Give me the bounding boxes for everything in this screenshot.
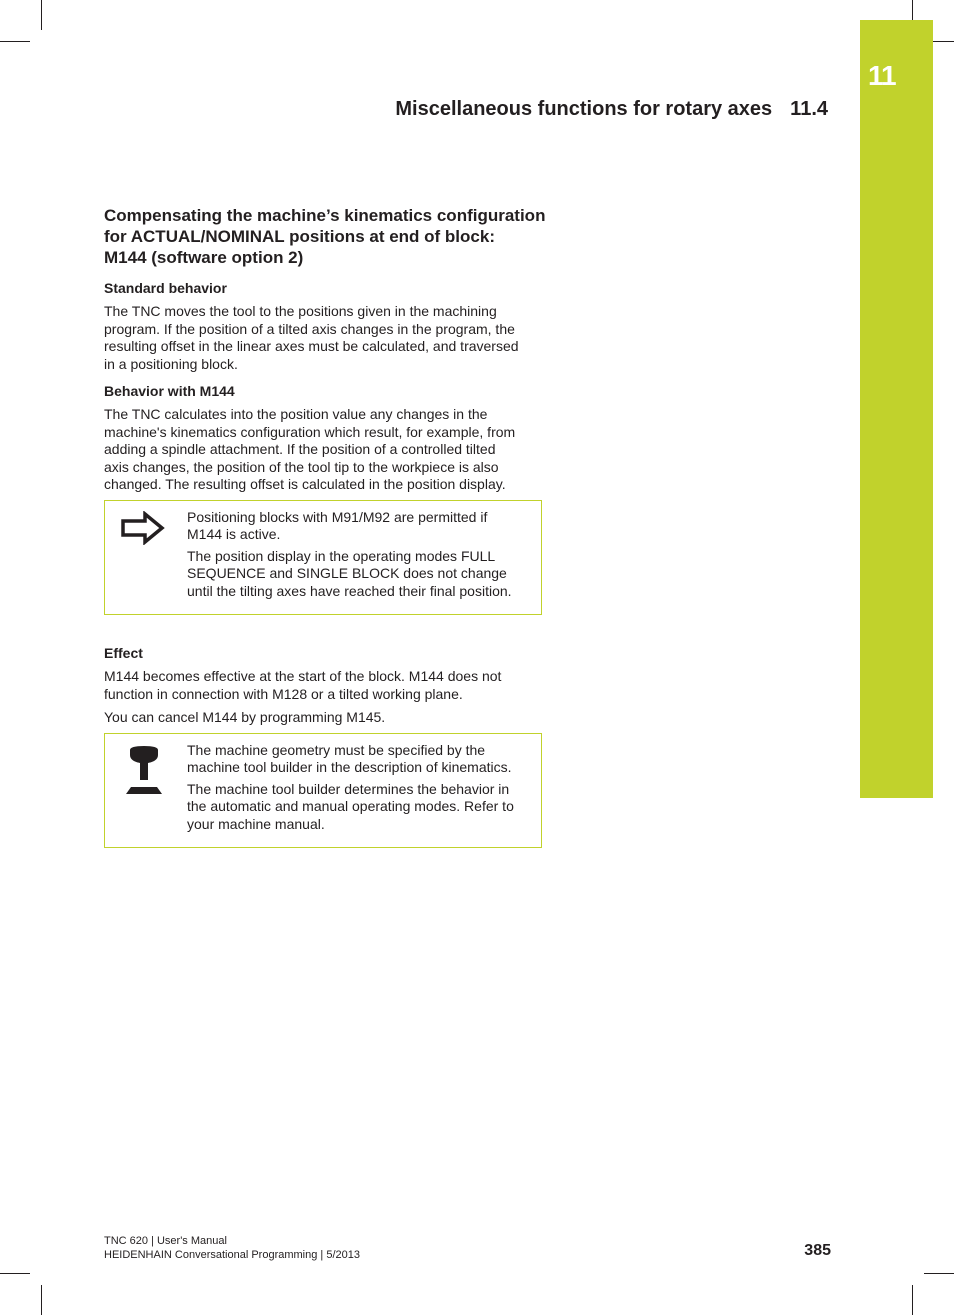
- chapter-tab: [860, 20, 933, 798]
- note-text: [187, 548, 531, 601]
- effect-heading: Effect: [104, 645, 143, 661]
- title-line: M144 (software option 2): [104, 248, 304, 267]
- text-line: The TNC calculates into the position value any changes in the: [104, 406, 488, 422]
- text-line: the automatic and manual operating modes. Refer to: [187, 798, 514, 814]
- text-line: machine tool builder in the description of kinematics.: [187, 759, 512, 775]
- effect-cancel-text: You can cancel M144 by programming M145.: [104, 709, 386, 725]
- header-section: 11.4: [790, 98, 828, 120]
- text-line: The machine geometry must be specified by the: [187, 741, 486, 758]
- crop-mark: [924, 1273, 954, 1274]
- header-title: Miscellaneous functions for rotary axes: [395, 98, 773, 120]
- chapter-number: 11: [868, 60, 896, 91]
- note-box: [104, 500, 542, 616]
- note-text: [187, 781, 531, 834]
- section-title: [104, 205, 574, 268]
- text-line: The TNC moves the tool to the positions given in the machining: [104, 303, 497, 319]
- text-line: M144 is active.: [187, 526, 281, 542]
- text-line: machine's kinematics configuration which result, for example, from: [104, 423, 516, 440]
- machine-note-box: [104, 733, 542, 849]
- crop-mark: [912, 1285, 913, 1315]
- text-line: adding a spindle attachment. If the position of a controlled tilted: [104, 441, 496, 457]
- title-line: Compensating the machine’s kinematics configuration: [104, 206, 546, 225]
- page-number: 385: [804, 1242, 831, 1259]
- text-line: resulting offset in the linear axes must be calculated, and traversed: [104, 338, 519, 354]
- crop-mark: [0, 1273, 30, 1274]
- footer-line: TNC 620 | User's Manual: [104, 1235, 227, 1247]
- note-text: [187, 509, 531, 544]
- text-line: your machine manual.: [187, 815, 325, 832]
- text-line: until the tilting axes have reached their final position.: [187, 582, 512, 599]
- crop-mark: [0, 41, 30, 42]
- running-header: [395, 98, 828, 121]
- arrow-right-icon: [121, 511, 165, 550]
- text-line: SEQUENCE and SINGLE BLOCK does not change: [187, 565, 507, 581]
- machine-spindle-icon: [125, 746, 163, 803]
- text-line: The machine tool builder determines the behavior in: [187, 780, 510, 797]
- text-line: M144 becomes effective at the start of the block. M144 does not: [104, 668, 502, 684]
- text-line: changed. The resulting offset is calculated in the position display.: [104, 476, 506, 492]
- title-line: for ACTUAL/NOMINAL positions at end of block:: [104, 227, 495, 246]
- text-line: Positioning blocks with M91/M92 are permitted if: [187, 508, 488, 525]
- text-line: in a positioning block.: [104, 355, 238, 372]
- text-line: axis changes, the position of the tool tip to the workpiece is also: [104, 458, 499, 475]
- behavior-m144-text: [104, 406, 549, 494]
- effect-text: [104, 668, 549, 703]
- behavior-m144-heading: Behavior with M144: [104, 383, 235, 399]
- standard-behavior-text: [104, 303, 549, 373]
- text-line: program. If the position of a tilted axis changes in the program, the: [104, 320, 515, 337]
- footer-line: HEIDENHAIN Conversational Programming | 5/2013: [104, 1249, 360, 1261]
- crop-mark: [41, 0, 42, 30]
- text-line: function in connection with M128 or a tilted working plane.: [104, 685, 463, 702]
- main-content: [104, 205, 549, 848]
- page-footer: [104, 1234, 360, 1262]
- standard-behavior-heading: Standard behavior: [104, 280, 227, 296]
- text-line: The position display in the operating modes FULL: [187, 547, 496, 564]
- note-text: [187, 742, 531, 777]
- crop-mark: [41, 1285, 42, 1315]
